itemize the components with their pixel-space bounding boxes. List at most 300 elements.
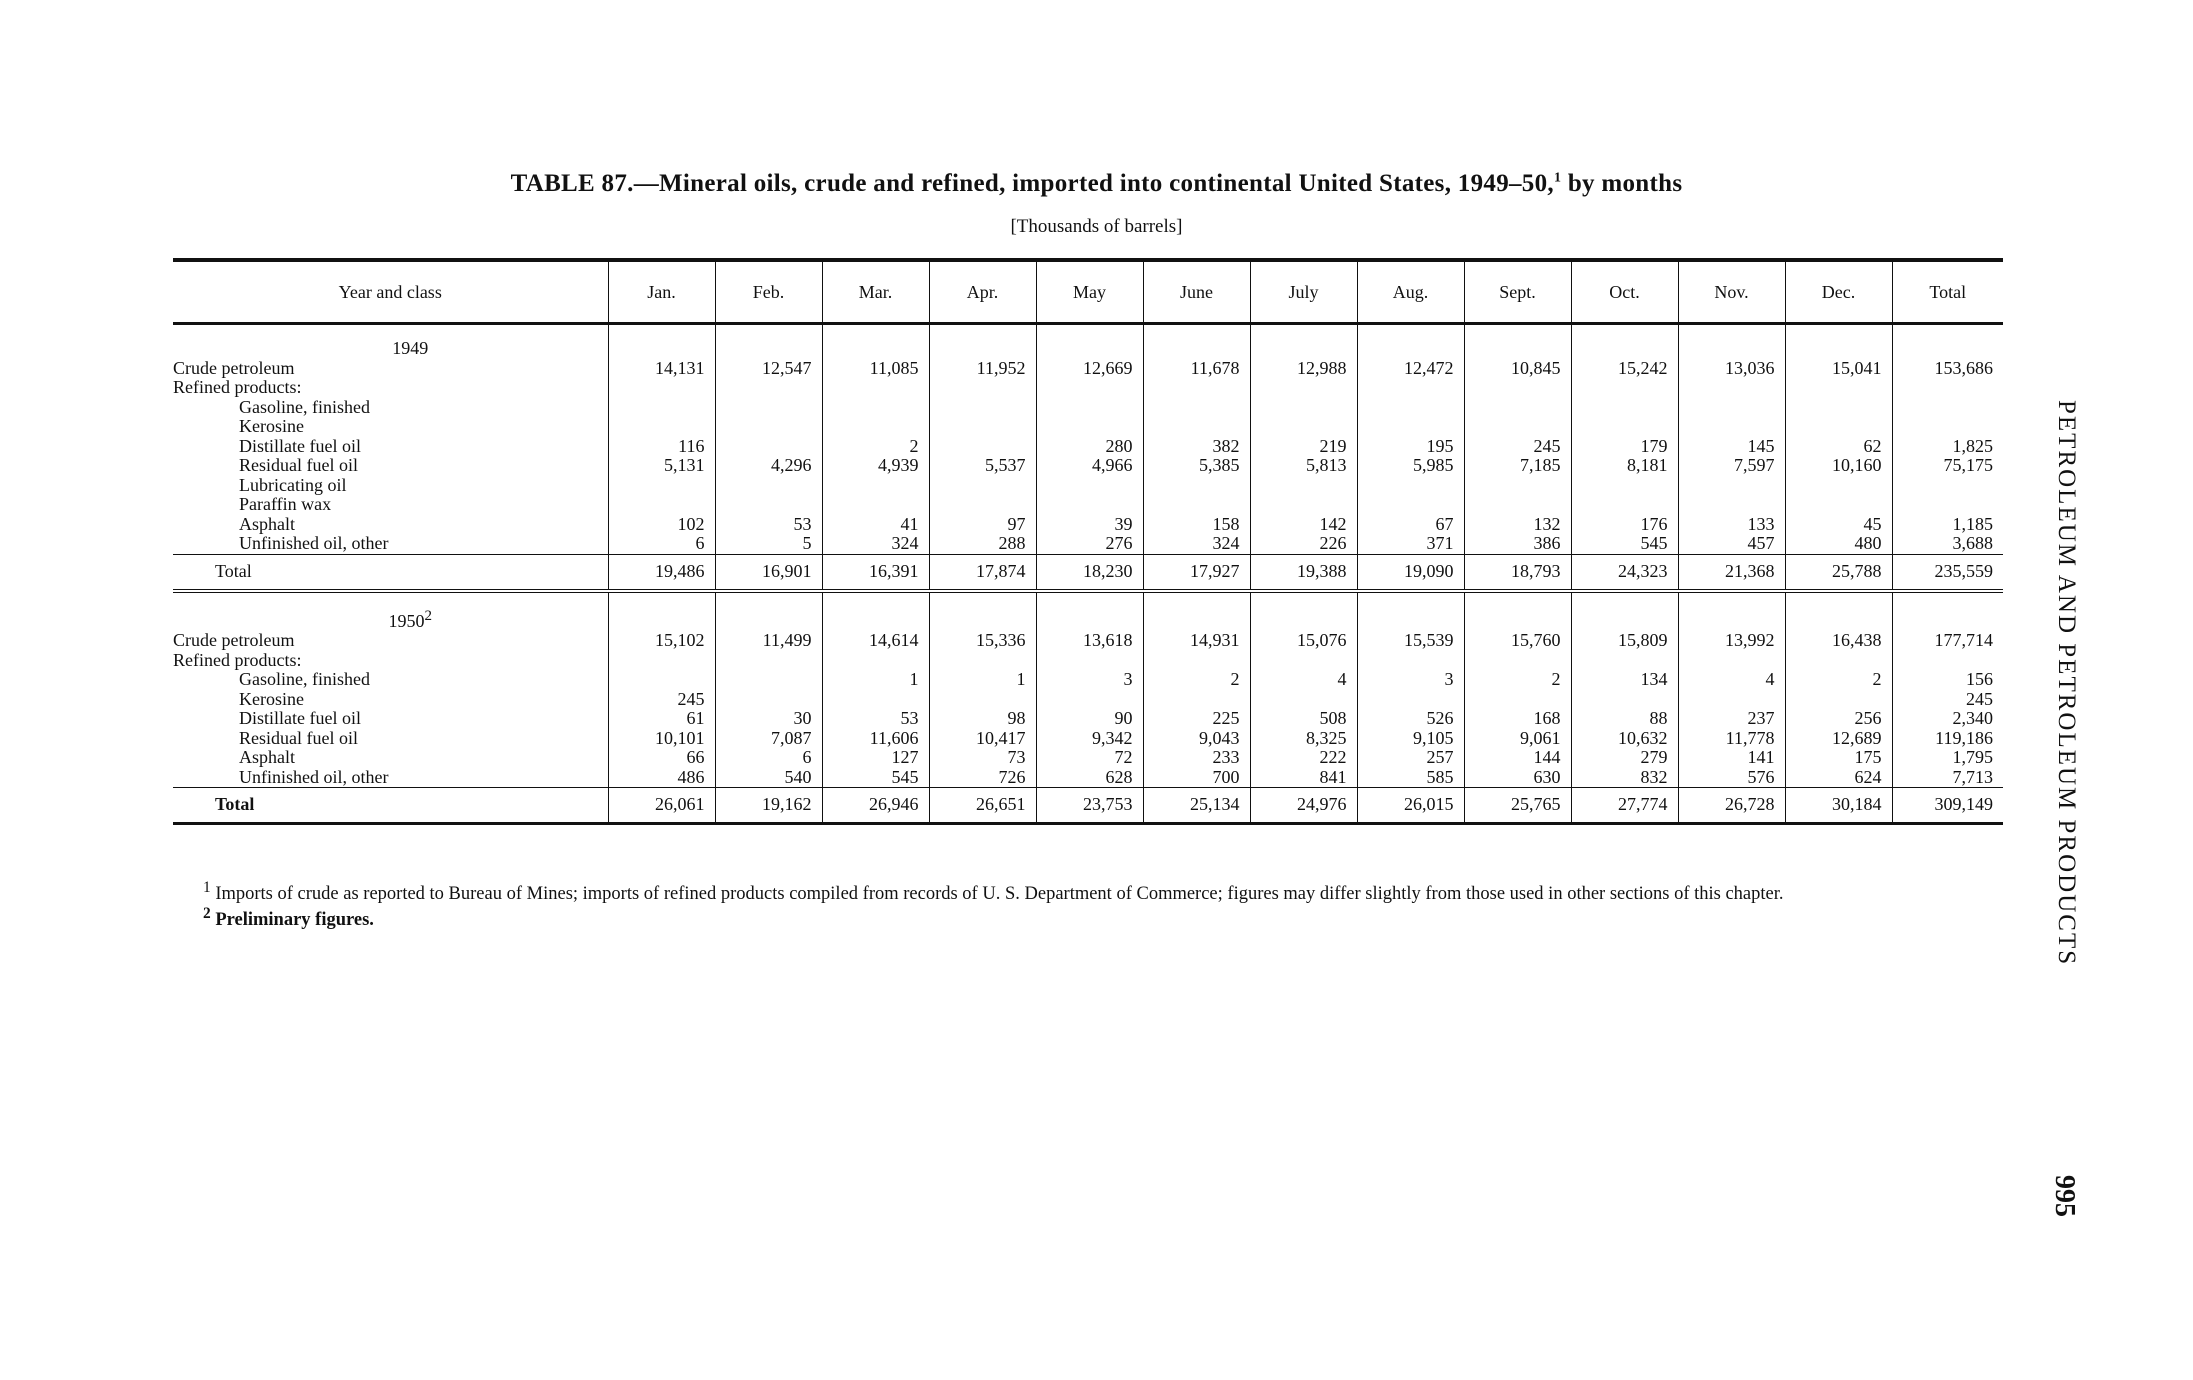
spacer-row [173,324,2003,340]
value-cell: 15,041 [1785,359,1892,379]
value-cell [1036,378,1143,398]
value-cell: 10,845 [1464,359,1571,379]
spacer-cell [1357,324,1464,340]
value-cell: 7,185 [1464,456,1571,476]
value-cell: 4,939 [822,456,929,476]
empty-cell [1892,339,2003,359]
value-cell [608,398,715,418]
value-cell [929,690,1036,710]
value-cell [1250,476,1357,496]
value-cell [1357,651,1464,671]
value-cell: 11,085 [822,359,929,379]
value-cell: 132 [1464,515,1571,535]
table-row [173,748,2003,768]
value-cell [1892,378,2003,398]
value-cell [1143,690,1250,710]
value-cell [822,495,929,515]
value-cell: 14,614 [822,631,929,651]
value-cell [1678,651,1785,671]
running-head: PETROLEUM AND PETROLEUM PRODUCTS [2053,400,2080,967]
value-cell: 5,385 [1143,456,1250,476]
value-cell: 276 [1036,534,1143,554]
value-cell [1571,378,1678,398]
value-cell: 245 [608,690,715,710]
value-cell: 4 [1678,670,1785,690]
table-row [173,709,2003,729]
value-cell: 386 [1464,534,1571,554]
value-cell: 10,417 [929,729,1036,749]
value-cell: 4 [1250,670,1357,690]
value-cell: 67 [1357,515,1464,535]
table-row [173,359,2003,379]
footnote-2-mark: 2 [203,905,211,923]
value-cell: 1,795 [1952,747,1993,767]
footnotes [173,878,2003,930]
value-cell: 5,537 [929,456,1036,476]
total-value-cell: 19,486 [608,554,715,591]
spacer-row [173,591,2003,607]
value-cell: 726 [929,768,1036,788]
column-header-feb: Feb. [715,260,822,324]
value-cell: 15,760 [1464,631,1571,651]
spacer-cell [822,591,929,607]
table-row [173,437,2003,457]
value-cell: 1 [822,670,929,690]
value-cell [715,670,822,690]
table-title-text: TABLE 87.—Mineral oils, crude and refined, imported into continental United States, 1949–50, [510,170,1554,197]
value-cell: 134 [1571,670,1678,690]
value-cell: 195 [1357,437,1464,457]
spacer-cell [1357,591,1464,607]
value-cell: 11,778 [1678,729,1785,749]
row-label: Lubricating oil [173,476,608,496]
value-cell [1357,476,1464,496]
table-row [173,768,2003,788]
total-value-cell: 235,559 [1892,554,2003,591]
column-header-june: June [1143,260,1250,324]
table-header-row [173,260,2003,324]
column-header-july: July [1250,260,1357,324]
value-cell: 75,175 [1943,455,1993,475]
value-cell: 11,499 [715,631,822,651]
value-cell [1250,495,1357,515]
value-cell: 12,669 [1036,359,1143,379]
column-header-label: Year and class [173,260,608,324]
value-cell [1571,417,1678,437]
value-cell: 175 [1785,748,1892,768]
spacer-cell [1892,324,2003,340]
table-row [173,378,2003,398]
empty-cell [715,607,822,632]
value-cell: 13,992 [1678,631,1785,651]
value-cell: 7,597 [1678,456,1785,476]
total-value-cell: 26,061 [608,788,715,824]
spacer-cell [1571,591,1678,607]
value-cell: 3,688 [1952,533,1993,553]
empty-cell [1678,607,1785,632]
value-cell: 16,438 [1785,631,1892,651]
total-label: Total [173,554,608,591]
value-cell [715,476,822,496]
value-cell: 700 [1143,768,1250,788]
value-cell: 127 [822,748,929,768]
value-cell: 6 [715,748,822,768]
value-cell [608,476,715,496]
table-row [173,651,2003,671]
value-cell [1036,417,1143,437]
spacer-cell [929,591,1036,607]
value-cell: 832 [1571,768,1678,788]
value-cell [715,651,822,671]
value-cell [1250,378,1357,398]
spacer-cell [715,324,822,340]
value-cell: 2,340 [1952,708,1993,728]
value-cell [1250,398,1357,418]
value-cell: 9,105 [1357,729,1464,749]
value-cell [1250,690,1357,710]
value-cell: 141 [1678,748,1785,768]
value-cell: 98 [929,709,1036,729]
value-cell: 11,952 [929,359,1036,379]
value-cell: 62 [1785,437,1892,457]
value-cell: 457 [1678,534,1785,554]
value-cell [1892,476,2003,496]
value-cell: 585 [1357,768,1464,788]
value-cell: 225 [1143,709,1250,729]
value-cell [929,398,1036,418]
value-cell [1464,417,1571,437]
value-cell [1143,476,1250,496]
table-row [173,417,2003,437]
value-cell [822,651,929,671]
total-value-cell: 21,368 [1678,554,1785,591]
spacer-cell [1464,591,1571,607]
value-cell [929,437,1036,457]
value-cell [715,495,822,515]
value-cell: 219 [1250,437,1357,457]
year-heading-row [173,339,2003,359]
value-cell: 45 [1785,515,1892,535]
total-value-cell: 17,927 [1143,554,1250,591]
value-cell: 508 [1250,709,1357,729]
total-value-cell: 26,651 [929,788,1036,824]
row-label: Paraffin wax [173,495,608,515]
value-cell [929,495,1036,515]
spacer-cell [822,324,929,340]
total-value-cell: 30,184 [1785,788,1892,824]
total-value-cell: 25,134 [1143,788,1250,824]
spacer-cell [1678,324,1785,340]
value-cell [1785,417,1892,437]
value-cell [1357,398,1464,418]
empty-cell [1464,339,1571,359]
empty-cell [1571,339,1678,359]
value-cell [608,495,715,515]
total-value-cell: 27,774 [1571,788,1678,824]
spacer-cell [1036,591,1143,607]
table-title [0,170,2193,198]
total-row [173,554,2003,591]
table-row [173,495,2003,515]
value-cell [1678,378,1785,398]
footnote-1-text: Imports of crude as reported to Bureau of Mines; imports of refined products compiled from records of U. S. Department of Commerce; figures may differ slightly from those used in other sections of this chapter. [215,884,1784,905]
value-cell: 9,043 [1143,729,1250,749]
value-cell: 4,296 [715,456,822,476]
value-cell: 245 [1966,688,1993,709]
empty-cell [929,607,1036,632]
value-cell: 4,966 [1036,456,1143,476]
value-cell: 168 [1464,709,1571,729]
value-cell: 256 [1785,709,1892,729]
table-row [173,690,2003,710]
footnote-1 [173,878,2003,904]
value-cell: 5,813 [1250,456,1357,476]
value-cell: 486 [608,768,715,788]
value-cell: 11,678 [1143,359,1250,379]
column-header-sept: Sept. [1464,260,1571,324]
value-cell [822,690,929,710]
value-cell [822,417,929,437]
empty-cell [1250,607,1357,632]
table-row [173,534,2003,554]
spacer-cell [1464,324,1571,340]
footnote-2-text: Preliminary figures. [215,910,374,931]
total-value-cell: 19,162 [715,788,822,824]
value-cell [929,417,1036,437]
footnote-2 [173,904,2003,930]
column-header-nov: Nov. [1678,260,1785,324]
value-cell: 5,131 [608,456,715,476]
total-value-cell: 26,946 [822,788,929,824]
value-cell: 5 [715,534,822,554]
value-cell: 88 [1571,709,1678,729]
value-cell: 97 [929,515,1036,535]
value-cell [929,378,1036,398]
total-value-cell: 18,793 [1464,554,1571,591]
empty-cell [608,339,715,359]
value-cell [1571,690,1678,710]
spacer-cell [1785,324,1892,340]
value-cell: 15,539 [1357,631,1464,651]
value-cell [1678,495,1785,515]
row-label: Unfinished oil, other [173,534,608,554]
data-table-container [173,258,2003,825]
value-cell: 6 [608,534,715,554]
value-cell: 280 [1036,437,1143,457]
value-cell: 145 [1678,437,1785,457]
value-cell: 12,547 [715,359,822,379]
value-cell: 144 [1464,748,1571,768]
value-cell [1892,417,2003,437]
value-cell [1036,690,1143,710]
year-heading [173,607,608,632]
value-cell [1678,476,1785,496]
value-cell: 14,131 [608,359,715,379]
value-cell [822,378,929,398]
value-cell [1785,378,1892,398]
year-footnote-mark: 2 [424,607,432,624]
value-cell [1571,398,1678,418]
value-cell [1464,378,1571,398]
total-value-cell: 16,901 [715,554,822,591]
value-cell [715,417,822,437]
value-cell: 13,036 [1678,359,1785,379]
spacer-cell [173,324,608,340]
empty-cell [1143,607,1250,632]
value-cell [1892,398,2003,418]
value-cell: 7,087 [715,729,822,749]
table-subtitle: [Thousands of barrels] [1010,216,1183,237]
value-cell [608,651,715,671]
value-cell [608,417,715,437]
value-cell: 9,342 [1036,729,1143,749]
row-label: Crude petroleum [173,359,608,379]
value-cell [1464,476,1571,496]
spacer-cell [1036,324,1143,340]
empty-cell [1357,607,1464,632]
value-cell [1464,690,1571,710]
row-label: Distillate fuel oil [173,709,608,729]
value-cell: 53 [822,709,929,729]
spacer-cell [1250,324,1357,340]
value-cell: 12,472 [1357,359,1464,379]
value-cell: 156 [1966,669,1993,689]
value-cell: 480 [1785,534,1892,554]
value-cell: 3 [1036,670,1143,690]
value-cell [715,378,822,398]
total-row [173,788,2003,824]
value-cell [1143,378,1250,398]
empty-cell [1571,607,1678,632]
table-row [173,670,2003,690]
value-cell: 116 [608,437,715,457]
total-value-cell: 24,323 [1571,554,1678,591]
spacer-cell [1571,324,1678,340]
value-cell: 371 [1357,534,1464,554]
value-cell: 10,160 [1785,456,1892,476]
empty-cell [1678,339,1785,359]
empty-cell [929,339,1036,359]
value-cell: 12,689 [1785,729,1892,749]
value-cell: 15,102 [608,631,715,651]
empty-cell [1357,339,1464,359]
value-cell: 12,988 [1250,359,1357,379]
total-value-cell: 18,230 [1036,554,1143,591]
table-row [173,729,2003,749]
value-cell [929,651,1036,671]
value-cell [715,398,822,418]
value-cell: 222 [1250,748,1357,768]
footnote-1-mark: 1 [203,879,211,896]
total-value-cell: 23,753 [1036,788,1143,824]
spacer-cell [1678,591,1785,607]
value-cell [1357,378,1464,398]
row-label: Kerosine [173,690,608,710]
value-cell [1143,495,1250,515]
value-cell [1678,417,1785,437]
value-cell: 153,686 [1934,357,1993,378]
value-cell [1571,651,1678,671]
table-row [173,515,2003,535]
value-cell: 15,076 [1250,631,1357,651]
column-header-dec: Dec. [1785,260,1892,324]
value-cell [715,690,822,710]
value-cell [1036,476,1143,496]
value-cell: 102 [608,515,715,535]
value-cell: 179 [1571,437,1678,457]
table-title-tail: by months [1561,170,1683,197]
value-cell: 10,101 [608,729,715,749]
value-cell [1892,495,2003,515]
table-row [173,631,2003,651]
spacer-cell [1785,591,1892,607]
row-label: Gasoline, finished [173,670,608,690]
value-cell [1143,651,1250,671]
value-cell [1571,476,1678,496]
value-cell: 61 [608,709,715,729]
total-value-cell: 19,090 [1357,554,1464,591]
value-cell [608,378,715,398]
value-cell: 233 [1143,748,1250,768]
value-cell: 11,606 [822,729,929,749]
total-label: Total [173,788,608,824]
value-cell [1036,495,1143,515]
row-label: Distillate fuel oil [173,437,608,457]
value-cell: 119,186 [1935,727,1993,748]
value-cell: 15,242 [1571,359,1678,379]
value-cell: 2 [1785,670,1892,690]
total-value-cell: 17,874 [929,554,1036,591]
empty-cell [608,607,715,632]
value-cell: 1,185 [1952,513,1993,534]
empty-cell [1036,607,1143,632]
value-cell [822,398,929,418]
column-header-aug: Aug. [1357,260,1464,324]
spacer-cell [173,591,608,607]
row-label: Gasoline, finished [173,398,608,418]
value-cell [929,476,1036,496]
row-label: Kerosine [173,417,608,437]
value-cell: 176 [1571,515,1678,535]
value-cell [1464,495,1571,515]
value-cell: 526 [1357,709,1464,729]
value-cell: 2 [822,437,929,457]
value-cell: 226 [1250,534,1357,554]
row-label: Crude petroleum [173,631,608,651]
row-label: Asphalt [173,748,608,768]
value-cell [1464,651,1571,671]
value-cell: 41 [822,515,929,535]
value-cell: 53 [715,515,822,535]
empty-cell [1250,339,1357,359]
empty-cell [822,339,929,359]
empty-cell [1036,339,1143,359]
value-cell [715,437,822,457]
value-cell [1892,651,2003,671]
table-body [173,324,2003,824]
spacer-cell [1250,591,1357,607]
value-cell [1143,417,1250,437]
column-header-jan: Jan. [608,260,715,324]
spacer-cell [1143,591,1250,607]
year-label: 1950 [388,610,425,631]
value-cell: 237 [1678,709,1785,729]
value-cell: 30 [715,709,822,729]
value-cell [1464,398,1571,418]
row-label: Unfinished oil, other [173,768,608,788]
value-cell: 90 [1036,709,1143,729]
value-cell: 2 [1464,670,1571,690]
